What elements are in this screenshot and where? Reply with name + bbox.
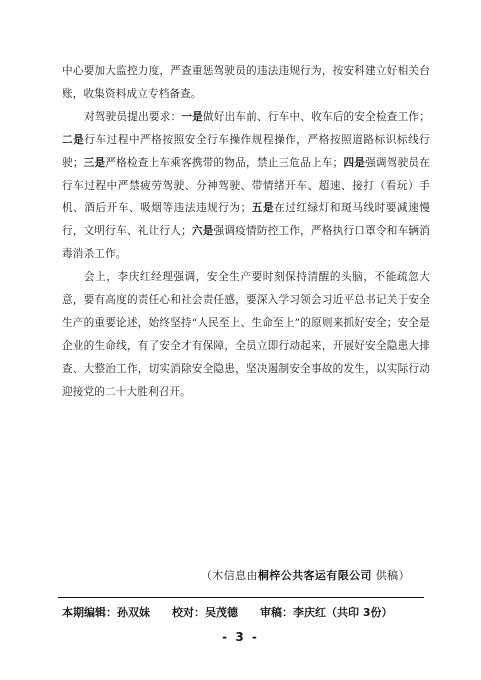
reviewer-credit: 审稿：李庆红（共印 3份） bbox=[260, 606, 393, 619]
page-number: - 3 - bbox=[222, 630, 259, 644]
paragraph-1: 中心要加大监控力度，严查重惩驾驶员的违法违规行为，按安科建立好相关台账，收集资料成立专档备查。 bbox=[62, 65, 430, 100]
item-1-keyword: 一是 bbox=[181, 110, 203, 123]
item-5-keyword: 五是 bbox=[251, 202, 275, 215]
item-5-text: 在过红绿灯和斑马线时要减速慢行，文明行车、礼让行人； bbox=[62, 202, 430, 238]
source-close: 供稿） bbox=[371, 569, 410, 582]
item-1-text: 做好出车前、行车中、收车后的安全检查工作； bbox=[202, 110, 430, 123]
paragraph-2 bbox=[62, 106, 430, 266]
paragraph-2-intro: 对驾驶员提出要求： bbox=[84, 110, 182, 123]
proofreader-credit: 校对：吴茂德 bbox=[172, 606, 238, 619]
article-body bbox=[62, 60, 430, 404]
item-3-keyword: 三是 bbox=[83, 156, 106, 169]
item-6-text: 强调疫情防控工作，严格执行口罩令和车辆消毒消杀工作。 bbox=[62, 225, 430, 261]
paragraph-3: 会上，李庆红经理强调，安全生产要时刻保持清醒的头脑，不能疏忽大意，要有高度的责任心和社会责任感，要深入学习领会习近平总书记关于安全生产的重要论述，始终坚持“人民至上、生命至上”的原则来抓好安全；安全是企业的生命线，有了安全才有保障，全员立即行动起来，开展好安全隐患大排查、大整治工作，切实消除安全隐患，坚决遏制安全事故的发生，以实际行动迎接党的二十大胜利召开。 bbox=[62, 271, 430, 398]
item-2-keyword: 二是 bbox=[62, 133, 85, 146]
item-3-text: 严格检查上车乘客携带的物品，禁止三危品上车； bbox=[105, 156, 344, 169]
item-4-keyword: 四是 bbox=[343, 156, 366, 169]
item-6-keyword: 六是 bbox=[191, 225, 214, 238]
source-attribution bbox=[62, 566, 410, 586]
item-4-text: 强调驾驶员在行车过程中严禁疲劳驾驶、分神驾驶、带情绪开车、超速、接打（看玩）手机、酒后开车、吸烟等违法违规行为； bbox=[62, 156, 430, 215]
source-open: （木信息由 bbox=[200, 569, 258, 582]
credits-line bbox=[62, 604, 426, 622]
editor-credit: 本期编辑：孙双妹 bbox=[62, 606, 150, 619]
footer-divider bbox=[58, 597, 424, 598]
source-company: 桐梓公共客运有限公司 bbox=[257, 569, 372, 582]
item-2-text: 行车过程中严格按照安全行车操作规程操作，严格按照道路标识标线行驶； bbox=[62, 133, 430, 169]
